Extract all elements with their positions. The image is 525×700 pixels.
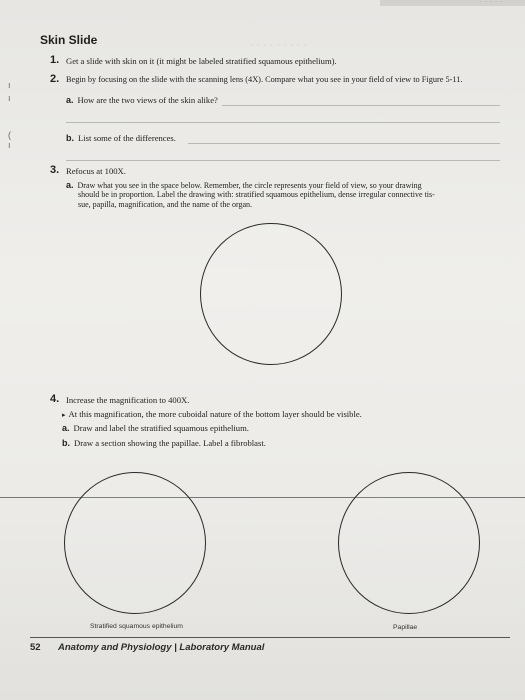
sub-label: a. [66, 180, 74, 190]
margin-mark: ( [8, 130, 11, 140]
footer-rule [30, 637, 510, 638]
drawing-circle-400x-right[interactable] [338, 472, 480, 614]
top-edge-strip [380, 0, 525, 6]
sub-question [66, 180, 422, 190]
margin-mark: ı [8, 80, 11, 90]
answer-line[interactable] [222, 105, 500, 106]
margin-mark: ı [8, 140, 11, 150]
drawing-circle-100x[interactable] [200, 223, 342, 365]
answer-line[interactable] [188, 143, 500, 144]
book-title: Anatomy and Physiology | Laboratory Manual [58, 642, 265, 653]
bleed-through-text: · · · · · · · · · [250, 40, 308, 52]
question-number: 3. [50, 164, 60, 176]
sub-question [62, 423, 249, 433]
sub-question [66, 95, 218, 105]
sub-text: List some of the differences. [78, 133, 176, 143]
sub-label: a. [62, 423, 70, 433]
bullet-text: At this magnification, the more cuboidal nature of the bottom layer should be visible. [68, 409, 362, 419]
sub-text: Draw and label the stratified squamous epithelium. [73, 423, 249, 433]
answer-line[interactable] [66, 122, 500, 123]
sub-label: b. [62, 438, 70, 448]
question-number: 1. [50, 54, 60, 66]
caption-right: Papillae [393, 624, 418, 631]
caption-left: Stratified squamous epithelium [90, 623, 183, 630]
bullet-item [62, 409, 362, 419]
sub-text: How are the two views of the skin alike? [77, 95, 218, 105]
answer-line[interactable] [66, 160, 500, 161]
sub-text: Draw what you see in the space below. Remember, the circle represents your field of view, so your drawing [77, 181, 422, 190]
question-number: 2. [50, 73, 60, 85]
sub-question [66, 133, 176, 143]
sub-text: should be in proportion. Label the drawing with: stratified squamous epithelium, dense irregular connective tis- [78, 190, 435, 199]
question-text: Refocus at 100X. [66, 166, 126, 176]
question-text: Get a slide with skin on it (it might be labeled stratified squamous epithelium). [66, 56, 337, 66]
bullet-icon: ▸ [62, 411, 66, 419]
drawing-circle-400x-left[interactable] [64, 472, 206, 614]
margin-mark: ı [8, 93, 11, 103]
question-text: Increase the magnification to 400X. [66, 395, 190, 405]
sub-text: sue, papilla, magnification, and the name of the organ. [78, 200, 253, 209]
sub-label: b. [66, 133, 74, 143]
sub-text: Draw a section showing the papillae. Label a fibroblast. [74, 438, 266, 448]
sub-question [62, 438, 266, 448]
question-number: 4. [50, 393, 60, 405]
question-text: Begin by focusing on the slide with the scanning lens (4X). Compare what you see in your field of view to Figure 5-11. [66, 75, 463, 84]
section-title: Skin Slide [40, 33, 98, 47]
top-strip-text: · · · · · [480, 0, 503, 5]
sub-label: a. [66, 95, 74, 105]
page-number: 52 [30, 642, 41, 653]
